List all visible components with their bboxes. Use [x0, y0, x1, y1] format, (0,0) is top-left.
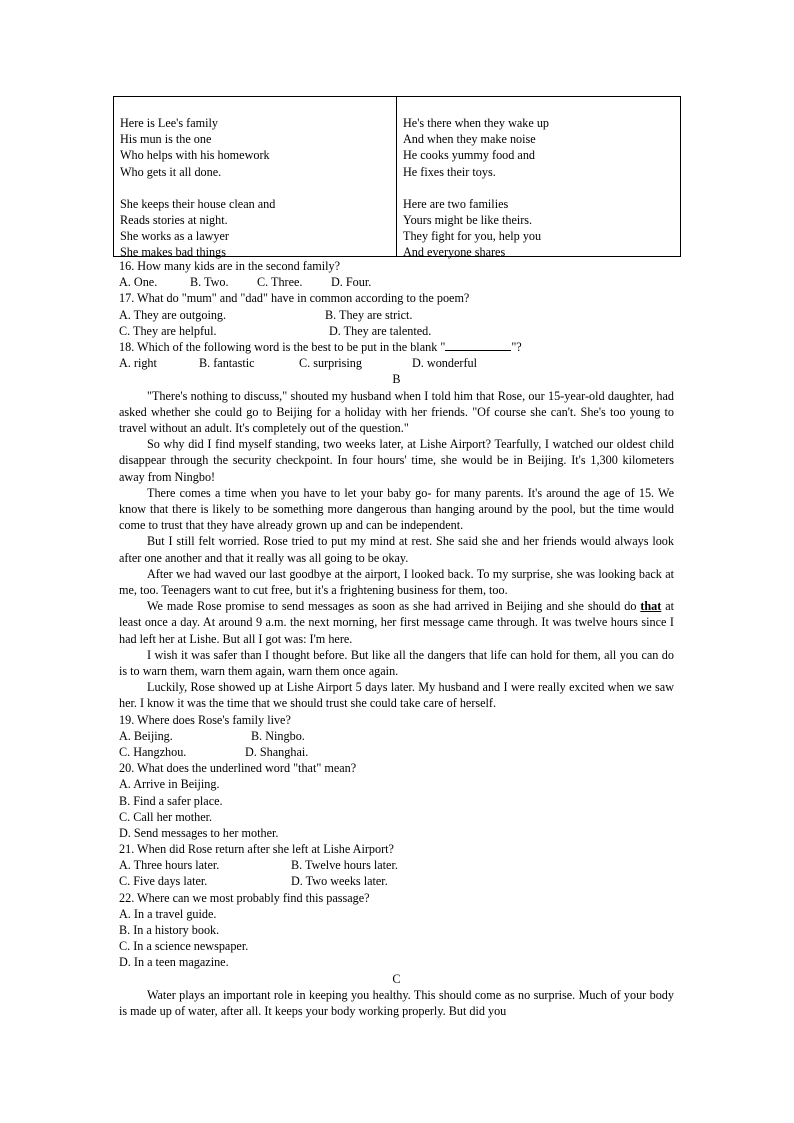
option-a: A. right — [119, 356, 157, 371]
option-c: C. Three. — [257, 275, 303, 290]
paragraph-text: We made Rose promise to send messages as soon as she had arrived in Beijing and she should do — [147, 599, 641, 614]
passage-b-paragraph: Luckily, Rose showed up at Lishe Airport 5 days later. My husband and I were really excited when we saw her. I know it was the time that we should trust she could take care of herself. — [119, 680, 674, 711]
option-c: C. In a science newspaper. — [119, 939, 249, 954]
question-21-options-2 — [119, 873, 674, 889]
poem-line: She keeps their house clean and — [120, 196, 276, 211]
passage-b-paragraph: I wish it was safer than I thought before. But like all the dangers that life can hold for them, all you can do is to warn them, warn them again, warn them once again. — [119, 647, 674, 678]
option-a: A. In a travel guide. — [119, 906, 217, 921]
question-19-options — [119, 728, 674, 744]
passage-b-paragraph: So why did I find myself standing, two weeks later, at Lishe Airport? Tearfully, I watched our oldest child disappear through the security checkpoint. In four hours' time, she would be in Beijing. It's 1,300 kilometers away from Ningbo! — [119, 437, 674, 484]
option-c: C. Call her mother. — [119, 809, 213, 824]
exam-content — [119, 258, 674, 1019]
question-21-stem: 21. When did Rose return after she left at Lishe Airport? — [119, 842, 394, 857]
option-c: C. Five days later. — [119, 874, 208, 889]
poem-line: They fight for you, help you — [403, 229, 542, 244]
option-c: C. Hangzhou. — [119, 744, 187, 759]
poem-line: Here is Lee's family — [120, 116, 218, 130]
question-17-options — [119, 307, 674, 323]
question-19-stem: 19. Where does Rose's family live? — [119, 712, 291, 727]
poem-line: She works as a lawyer — [120, 229, 229, 244]
poem-line: Yours might be like theirs. — [403, 212, 533, 227]
option-d: D. Two weeks later. — [291, 874, 388, 889]
passage-c-paragraph: Water plays an important role in keeping you healthy. This should come as no surprise. Much of your body is made up of water, after all. It keeps your body working properly. But did you — [119, 987, 674, 1018]
poem-line: He fixes their toys. — [403, 164, 496, 179]
question-18-options — [119, 355, 674, 371]
poem-line: Here are two families — [403, 196, 509, 211]
option-d: D. They are talented. — [329, 323, 432, 338]
passage-b-paragraph: There comes a time when you have to let your baby go- for many parents. It's around the age of 15. We know that there is likely to be something more dangerous than hanging around by the pool, but the time would come to trust that they have already grown up and can be independent. — [119, 485, 674, 533]
question-22-stem: 22. Where can we most probably find this passage? — [119, 890, 370, 905]
poem-table — [113, 96, 681, 260]
underlined-word: that — [640, 599, 662, 614]
poem-right-column — [397, 97, 680, 260]
option-d: D. Shanghai. — [245, 744, 309, 759]
option-d: D. Send messages to her mother. — [119, 825, 279, 840]
section-b-heading: B — [392, 372, 401, 387]
section-c-heading: C — [392, 971, 401, 986]
poem-left-column — [114, 97, 397, 260]
question-16-stem: 16. How many kids are in the second family? — [119, 259, 341, 273]
passage-b-paragraph — [119, 598, 674, 647]
poem-line: Who gets it all done. — [120, 164, 222, 179]
poem-line: Who helps with his homework — [120, 148, 270, 163]
option-b: B. Ningbo. — [251, 728, 305, 743]
poem-line: And everyone shares — [403, 245, 506, 260]
option-d: D. Four. — [331, 275, 372, 290]
paragraph-text: at least once a day. At around 9 a.m. the next morning, her first message came through. It was twelve hours since I had left her at Lishe. But all I got was: I'm here. — [119, 599, 674, 646]
question-21-options — [119, 857, 674, 873]
question-16-options — [119, 274, 674, 290]
option-a: A. Arrive in Beijing. — [119, 777, 220, 792]
option-d: D. In a teen magazine. — [119, 955, 229, 970]
question-19-options-2 — [119, 744, 674, 760]
passage-b-paragraph: "There's nothing to discuss," shouted my husband when I told him that Rose, our 15-year-old daughter, had asked whether she could go to Beijing for a holiday with her friends. "Of course she can't. She's too young to travel without an adult. It's completely out of the question." — [119, 388, 674, 435]
question-18-stem-start: 18. Which of the following word is the best to be put in the blank " — [119, 339, 446, 354]
option-b: B. In a history book. — [119, 923, 220, 937]
poem-line: And when they make noise — [403, 132, 536, 147]
poem-stanza-gap — [403, 180, 674, 196]
option-b: B. Twelve hours later. — [291, 858, 398, 873]
option-b: B. Find a safer place. — [119, 793, 223, 808]
question-18-stem — [119, 339, 674, 355]
option-a: A. One. — [119, 275, 158, 290]
poem-line: He's there when they wake up — [403, 116, 550, 130]
poem-line: His mun is the one — [120, 132, 212, 147]
poem-line: She makes bad things — [120, 245, 226, 260]
option-c: C. surprising — [299, 356, 362, 371]
option-a: A. Beijing. — [119, 728, 173, 743]
option-a: A. Three hours later. — [119, 858, 220, 873]
question-20-stem: 20. What does the underlined word "that" mean? — [119, 761, 357, 776]
option-a: A. They are outgoing. — [119, 307, 227, 322]
passage-b-paragraph: But I still felt worried. Rose tried to put my mind at rest. She said she and her friends would always look after one another and that it really was all going to be okay. — [119, 534, 674, 565]
option-b: B. Two. — [190, 275, 229, 290]
poem-stanza-gap — [120, 180, 390, 196]
poem-line: Reads stories at night. — [120, 212, 228, 227]
passage-b-paragraph: After we had waved our last goodbye at the airport, I looked back. To my surprise, she was looking back at me, too. Teenagers want to cut free, but it's a frightening business for them, too. — [119, 566, 674, 597]
option-b: B. They are strict. — [325, 307, 413, 322]
option-b: B. fantastic — [199, 356, 255, 371]
option-d: D. wonderful — [412, 356, 477, 371]
option-c: C. They are helpful. — [119, 323, 217, 338]
question-17-options-2 — [119, 323, 674, 339]
poem-line: He cooks yummy food and — [403, 148, 536, 163]
answer-blank — [445, 339, 511, 351]
question-18-stem-end: "? — [511, 339, 522, 354]
question-17-stem: 17. What do "mum" and "dad" have in common according to the poem? — [119, 291, 470, 306]
